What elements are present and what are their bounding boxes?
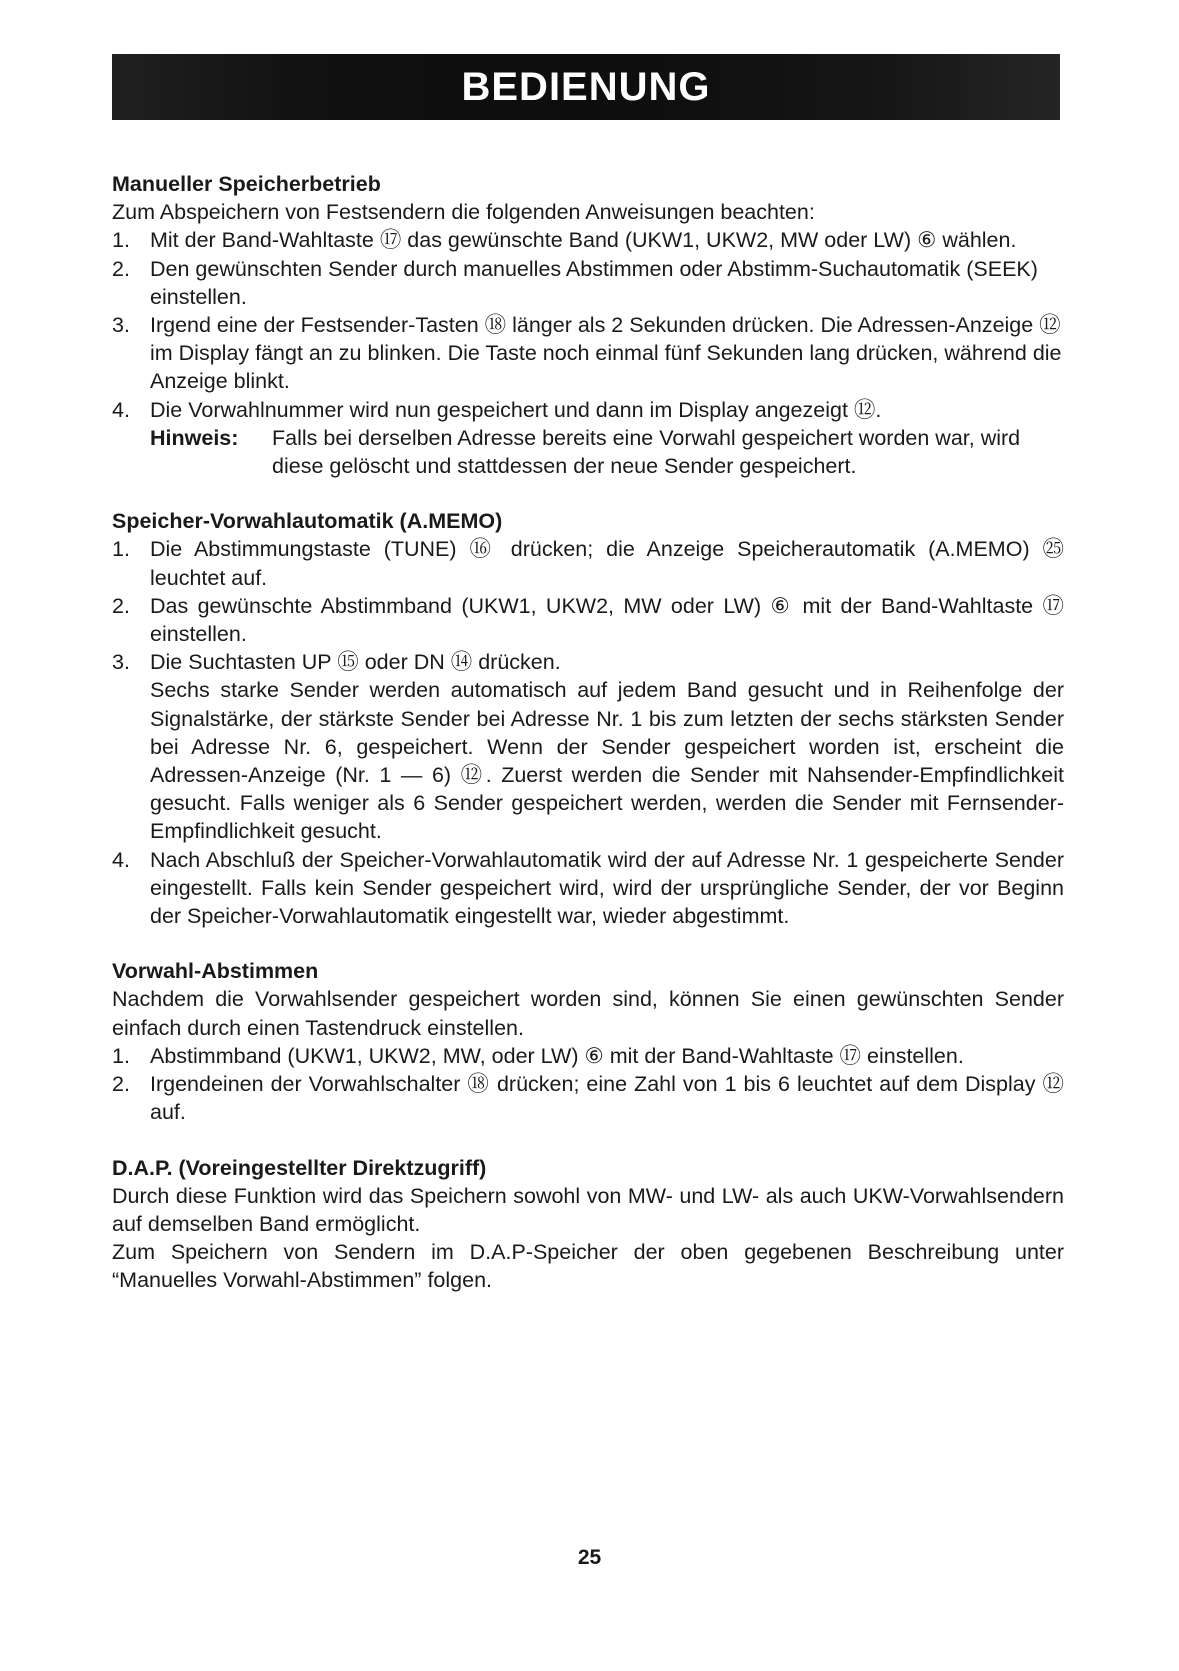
note-text: Falls bei derselben Adresse bereits eine Vorwahl gespeichert worden war, wird diese gelöscht und stattdessen der neue Sender gespeichert. bbox=[272, 425, 1021, 479]
list-item bbox=[112, 255, 1064, 311]
step-text: Das gewünschte Abstimmband (UKW1, UKW2, MW oder LW) ⑥ mit der Band-Wahltaste ⑰ einstellen. bbox=[150, 593, 1064, 647]
list-item bbox=[112, 1070, 1064, 1126]
list-item bbox=[112, 535, 1064, 591]
step-number: 4. bbox=[112, 847, 130, 872]
list-item bbox=[112, 846, 1064, 931]
section-intro-manual: Zum Abspeichern von Festsendern die folgenden Anweisungen beachten: bbox=[112, 200, 815, 225]
step-number: 3. bbox=[112, 313, 130, 338]
section-heading-manual: Manueller Speicherbetrieb bbox=[112, 172, 381, 196]
step-number-spacer bbox=[112, 424, 150, 480]
list-item bbox=[112, 226, 1064, 254]
step-text: Die Vorwahlnummer wird nun gespeichert und dann im Display angezeigt ⑫. bbox=[150, 397, 882, 422]
list-item bbox=[112, 676, 1064, 845]
list-item bbox=[112, 1042, 1064, 1070]
step-text: Irgend eine der Festsender-Tasten ⑱ länger als 2 Sekunden drücken. Die Adressen-Anzeige ⑫ im Display fängt an zu blinken. Die Taste noch einmal fünf Sekunden lang drücken, während die Anzeige blinkt. bbox=[150, 313, 1062, 394]
list-item bbox=[112, 311, 1064, 396]
step-text: Irgendeinen der Vorwahlschalter ⑱ drücken; eine Zahl von 1 bis 6 leuchtet auf dem Display ⑫ auf. bbox=[150, 1072, 1064, 1125]
step-text: Die Suchtasten UP ⑮ oder DN ⑭ drücken. bbox=[150, 650, 561, 675]
section-dap bbox=[112, 1154, 1064, 1295]
section-intro-preset: Nachdem die Vorwahlsender gespeichert worden sind, können Sie einen gewünschten Sender einfach durch einen Tastendruck einstellen. bbox=[112, 987, 1064, 1040]
page-number: 25 bbox=[577, 1546, 602, 1569]
step-text: Den gewünschten Sender durch manuelles Abstimmen oder Abstimm-Suchautomatik (SEEK) einstellen. bbox=[150, 256, 1038, 309]
step-number: 1. bbox=[112, 228, 130, 253]
list-item bbox=[112, 396, 1064, 424]
section-heading-dap: D.A.P. (Voreingestellter Direktzugriff) bbox=[112, 1155, 487, 1180]
section-heading-amemo: Speicher-Vorwahlautomatik (A.MEMO) bbox=[112, 509, 503, 534]
step-number: 3. bbox=[112, 650, 130, 675]
step-text: Sechs starke Sender werden automatisch auf jedem Band gesucht und in Reihenfolge der Signalstärke, der stärkste Sender bei Adresse Nr. 1 bis zum letzten der sechs stärksten Sender bei Adresse Nr. 6, gespeichert. Wenn der Sender gespeichert worden ist, erscheint die Adressen-Anzeige (Nr. 1 — 6) ⑫. Zuerst werden die Sender mit Nahsender-Empfindlichkeit gesucht. Falls weniger als 6 Sender gespeichert werden, werden die Sender mit Fernsender-Empfindlichkeit gesucht. bbox=[150, 678, 1064, 844]
steps-list-manual bbox=[112, 226, 1064, 480]
step-number: 2. bbox=[112, 256, 130, 281]
step-number: 1. bbox=[112, 1043, 130, 1068]
section-heading-preset: Vorwahl-Abstimmen bbox=[112, 959, 319, 984]
dap-paragraph-1: Durch diese Funktion wird das Speichern sowohl von MW- und LW- als auch UKW-Vorwahlsendern auf demselben Band ermöglicht. bbox=[112, 1183, 1064, 1236]
section-auto-memory bbox=[112, 507, 1064, 930]
list-item bbox=[112, 592, 1064, 648]
step-text: Nach Abschluß der Speicher-Vorwahlautomatik wird der auf Adresse Nr. 1 gespeicherte Sender eingestellt. Falls kein Sender gespeichert wird, wird der ursprüngliche Sender, der vor Beginn der Speicher-Vorwahlautomatik eingestellt war, wieder abgestimmt. bbox=[150, 847, 1064, 929]
step-number: 2. bbox=[112, 1072, 130, 1097]
step-number: 4. bbox=[112, 397, 130, 422]
step-text: Abstimmband (UKW1, UKW2, MW, oder LW) ⑥ mit der Band-Wahltaste ⑰ einstellen. bbox=[150, 1043, 964, 1068]
list-item bbox=[112, 424, 1064, 480]
page-title: BEDIENUNG bbox=[461, 64, 711, 109]
section-manual-memory bbox=[112, 170, 1064, 480]
step-number: 1. bbox=[112, 537, 130, 562]
step-text: Die Abstimmungstaste (TUNE) ⑯ drücken; die Anzeige Speicherautomatik (A.MEMO) ㉕ leuchtet auf. bbox=[150, 537, 1064, 590]
step-number bbox=[112, 676, 150, 845]
step-text: Mit der Band-Wahltaste ⑰ das gewünschte Band (UKW1, UKW2, MW oder LW) ⑥ wählen. bbox=[150, 228, 1017, 253]
page-header-bar bbox=[112, 54, 1060, 120]
list-item bbox=[112, 648, 1064, 676]
section-preset-tuning bbox=[112, 957, 1064, 1126]
note-block bbox=[150, 424, 1064, 480]
step-number: 2. bbox=[112, 593, 130, 618]
note-label: Hinweis: bbox=[150, 425, 239, 450]
dap-paragraph-2: Zum Speichern von Sendern im D.A.P-Speicher der oben gegebenen Beschreibung unter “Manuelles Vorwahl-Abstimmen” folgen. bbox=[112, 1240, 1064, 1293]
steps-list-amemo bbox=[112, 535, 1064, 930]
document-body bbox=[112, 170, 1064, 1295]
steps-list-preset bbox=[112, 1042, 1064, 1127]
